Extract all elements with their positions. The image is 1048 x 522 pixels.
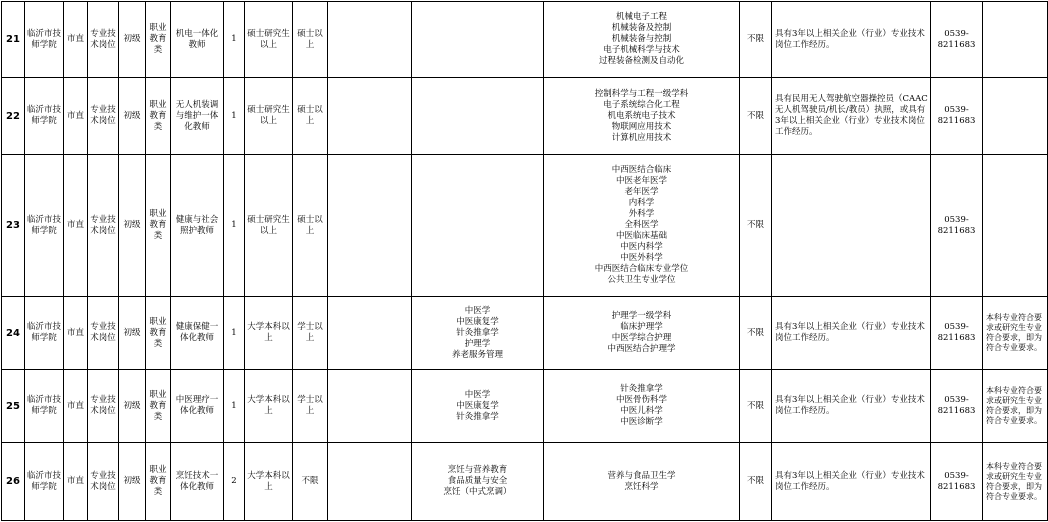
degree-requirement: 硕士以上 — [293, 78, 328, 155]
row-number: 24 — [2, 297, 25, 370]
contact-phone: 0539-8211683 — [931, 155, 983, 297]
contact-phone: 0539-8211683 — [931, 297, 983, 370]
position-type: 职业教育类 — [146, 2, 171, 78]
hire-count: 2 — [224, 443, 245, 521]
recruitment-table — [1, 1, 1048, 521]
major-undergrad-cell — [412, 370, 544, 443]
major-item: 机械装备与控制 — [611, 34, 672, 44]
major-item: 中医学综合护理 — [611, 333, 672, 343]
position-category: 专业技术岗位 — [88, 78, 119, 155]
education-requirement: 大学本科以上 — [245, 370, 293, 443]
major-item: 中医诊断学 — [620, 417, 663, 427]
major-item: 老年医学 — [624, 187, 659, 197]
major-grad-cell — [544, 297, 740, 370]
major-item: 烹饪科学 — [624, 481, 659, 492]
major-undergrad-cell — [412, 443, 544, 521]
major-item: 物联网应用技术 — [611, 121, 672, 132]
major-item: 中医康复学 — [456, 400, 499, 411]
hire-count: 1 — [224, 370, 245, 443]
age-requirement: 不限 — [740, 297, 772, 370]
table-row — [2, 297, 1048, 370]
age-requirement: 不限 — [740, 155, 772, 297]
position-type: 职业教育类 — [146, 155, 171, 297]
major-item: 控制科学与工程一级学科 — [594, 88, 689, 99]
remark — [983, 155, 1048, 297]
major-grad-cell — [544, 2, 740, 78]
contact-phone: 0539-8211683 — [931, 2, 983, 78]
hire-count: 1 — [224, 2, 245, 78]
education-requirement: 大学本科以上 — [245, 443, 293, 521]
major-junior-cell — [328, 370, 412, 443]
other-requirement: 具有3年以上相关企业（行业）专业技术岗位工作经历。 — [772, 297, 931, 370]
position-grade: 初级 — [119, 155, 146, 297]
position-category: 专业技术岗位 — [88, 370, 119, 443]
position-category: 专业技术岗位 — [88, 155, 119, 297]
major-item: 临床护理学 — [620, 322, 663, 332]
major-grad-cell — [544, 78, 740, 155]
degree-requirement: 学士以上 — [293, 297, 328, 370]
age-requirement: 不限 — [740, 443, 772, 521]
remark: 本科专业符合要求或研究生专业符合要求，即为符合专业要求。 — [983, 297, 1048, 370]
degree-requirement: 硕士以上 — [293, 2, 328, 78]
position-name: 中医理疗一体化教师 — [171, 370, 224, 443]
major-undergrad-cell — [412, 297, 544, 370]
major-item: 食品质量与安全 — [447, 476, 508, 486]
major-item: 中医外科学 — [620, 253, 663, 263]
major-item: 中西医结合临床 — [611, 165, 672, 175]
education-requirement: 硕士研究生以上 — [245, 2, 293, 78]
age-requirement: 不限 — [740, 370, 772, 443]
major-item: 中医临床基础 — [615, 231, 667, 241]
major-junior-cell — [328, 297, 412, 370]
position-type: 职业教育类 — [146, 78, 171, 155]
major-item: 外科学 — [628, 209, 655, 219]
position-type: 职业教育类 — [146, 443, 171, 521]
position-category: 专业技术岗位 — [88, 2, 119, 78]
hiring-unit: 临沂市技师学院 — [25, 370, 64, 443]
major-item: 机电系统电子技术 — [607, 110, 676, 121]
remark — [983, 78, 1048, 155]
major-item: 电子系统综合化工程 — [603, 99, 680, 110]
remark: 本科专业符合要求或研究生专业符合要求，即为符合专业要求。 — [983, 370, 1048, 443]
major-item: 内科学 — [628, 198, 655, 208]
age-requirement: 不限 — [740, 2, 772, 78]
age-requirement: 不限 — [740, 78, 772, 155]
hiring-unit: 临沂市技师学院 — [25, 2, 64, 78]
degree-requirement: 学士以上 — [293, 370, 328, 443]
major-junior-cell — [328, 78, 412, 155]
major-undergrad-cell — [412, 155, 544, 297]
major-grad-cell — [544, 155, 740, 297]
education-requirement: 硕士研究生以上 — [245, 78, 293, 155]
contact-phone: 0539-8211683 — [931, 78, 983, 155]
hiring-unit: 临沂市技师学院 — [25, 155, 64, 297]
position-grade: 初级 — [119, 78, 146, 155]
major-item: 烹饪与营养教育 — [447, 465, 508, 475]
major-item: 护理学 — [464, 338, 491, 349]
major-item: 计算机应用技术 — [611, 132, 672, 143]
major-item: 中西医结合临床专业学位 — [594, 264, 689, 274]
contact-phone: 0539-8211683 — [931, 370, 983, 443]
hiring-unit: 临沂市技师学院 — [25, 78, 64, 155]
position-category: 专业技术岗位 — [88, 443, 119, 521]
table-body — [2, 2, 1048, 521]
major-item: 中医内科学 — [620, 242, 663, 252]
table-row — [2, 155, 1048, 297]
remark: 本科专业符合要求或研究生专业符合要求，即为符合专业要求。 — [983, 443, 1048, 521]
row-number: 23 — [2, 155, 25, 297]
major-item: 中医儿科学 — [620, 406, 663, 416]
other-requirement — [772, 155, 931, 297]
row-number: 21 — [2, 2, 25, 78]
major-item: 中医学 — [464, 389, 491, 400]
other-requirement: 具有民用无人驾驶航空器操控员（CAAC无人机驾驶员/机长/教员）执照，或具有3年以上相关企业（行业）专业技术岗位工作经历。 — [772, 78, 931, 155]
major-junior-cell — [328, 2, 412, 78]
major-item: 养老服务管理 — [451, 349, 503, 360]
major-grad-cell — [544, 443, 740, 521]
major-item: 针灸推拿学 — [620, 384, 663, 394]
major-undergrad-cell — [412, 2, 544, 78]
unit-level: 市直 — [64, 155, 88, 297]
major-item: 中医老年医学 — [615, 176, 667, 186]
other-requirement: 具有3年以上相关企业（行业）专业技术岗位工作经历。 — [772, 443, 931, 521]
contact-phone: 0539-8211683 — [931, 443, 983, 521]
major-junior-cell — [328, 443, 412, 521]
major-item: 中西医结合护理学 — [607, 344, 676, 354]
hire-count: 1 — [224, 155, 245, 297]
position-category: 专业技术岗位 — [88, 297, 119, 370]
major-item: 电子机械科学与技术 — [603, 45, 680, 55]
table-row — [2, 2, 1048, 78]
major-item: 营养与食品卫生学 — [607, 470, 676, 481]
table-row — [2, 443, 1048, 521]
position-name: 健康与社会照护教师 — [171, 155, 224, 297]
unit-level: 市直 — [64, 297, 88, 370]
major-undergrad-cell — [412, 78, 544, 155]
hire-count: 1 — [224, 297, 245, 370]
unit-level: 市直 — [64, 78, 88, 155]
position-name: 健康保健一体化教师 — [171, 297, 224, 370]
major-item: 针灸推拿学 — [456, 411, 499, 422]
unit-level: 市直 — [64, 370, 88, 443]
major-junior-cell — [328, 155, 412, 297]
row-number: 25 — [2, 370, 25, 443]
unit-level: 市直 — [64, 443, 88, 521]
major-item: 机械电子工程 — [615, 12, 667, 22]
position-name: 无人机装调与维护一体化教师 — [171, 78, 224, 155]
major-item: 中医康复学 — [456, 316, 499, 327]
unit-level: 市直 — [64, 2, 88, 78]
position-name: 烹饪技术一体化教师 — [171, 443, 224, 521]
major-item: 中医学 — [464, 305, 491, 316]
position-name: 机电一体化教师 — [171, 2, 224, 78]
major-item: 中医骨伤科学 — [615, 395, 667, 405]
hiring-unit: 临沂市技师学院 — [25, 443, 64, 521]
position-grade: 初级 — [119, 443, 146, 521]
major-item: 机械装备及控制 — [611, 23, 672, 33]
major-item: 过程装备检测及自动化 — [598, 56, 684, 66]
other-requirement: 具有3年以上相关企业（行业）专业技术岗位工作经历。 — [772, 370, 931, 443]
position-type: 职业教育类 — [146, 297, 171, 370]
hiring-unit: 临沂市技师学院 — [25, 297, 64, 370]
position-grade: 初级 — [119, 370, 146, 443]
position-grade: 初级 — [119, 297, 146, 370]
position-grade: 初级 — [119, 2, 146, 78]
major-item: 针灸推拿学 — [456, 327, 499, 338]
table-row — [2, 370, 1048, 443]
major-item: 全科医学 — [624, 220, 659, 230]
degree-requirement: 硕士以上 — [293, 155, 328, 297]
education-requirement: 大学本科以上 — [245, 297, 293, 370]
major-item: 护理学一级学科 — [611, 311, 672, 321]
position-type: 职业教育类 — [146, 370, 171, 443]
row-number: 26 — [2, 443, 25, 521]
remark — [983, 2, 1048, 78]
major-item: 烹饪（中式烹调） — [443, 487, 512, 497]
major-grad-cell — [544, 370, 740, 443]
education-requirement: 硕士研究生以上 — [245, 155, 293, 297]
table-row — [2, 78, 1048, 155]
major-item: 公共卫生专业学位 — [607, 275, 676, 285]
row-number: 22 — [2, 78, 25, 155]
hire-count: 1 — [224, 78, 245, 155]
other-requirement: 具有3年以上相关企业（行业）专业技术岗位工作经历。 — [772, 2, 931, 78]
degree-requirement: 不限 — [293, 443, 328, 521]
